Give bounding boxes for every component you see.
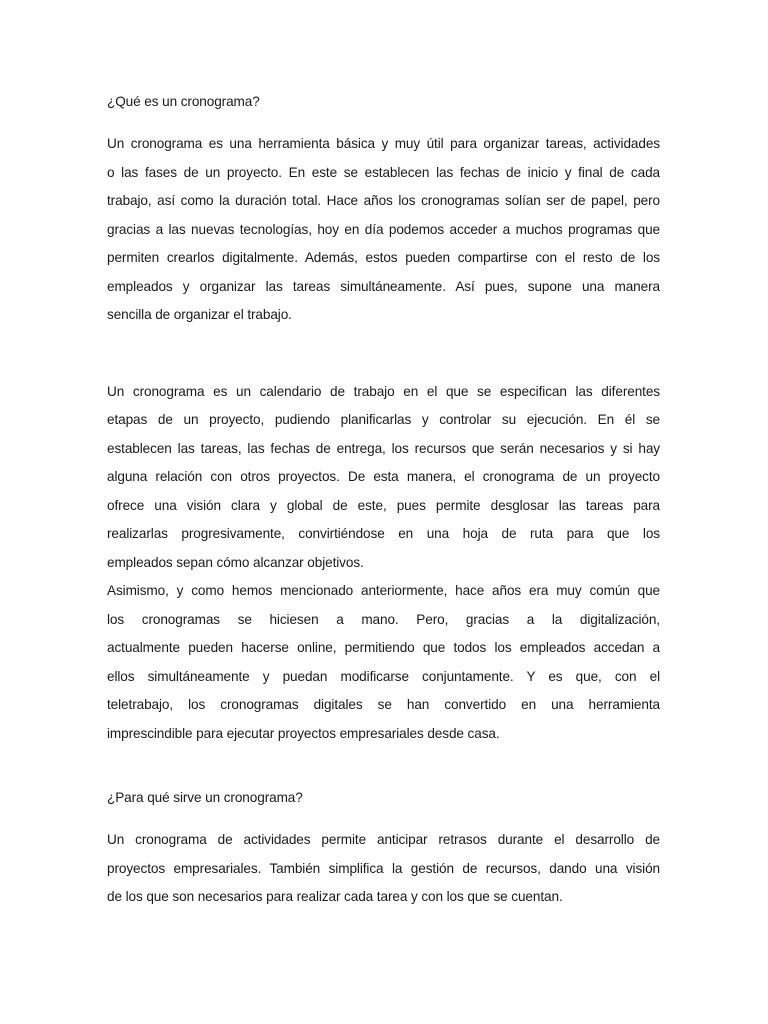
- text-line: etapas de un proyecto, pudiendo planificarlas y controlar su ejecución. En él se: [107, 412, 660, 427]
- text-line: trabajo, así como la duración total. Hace años los cronogramas solían ser de papel, pero: [107, 193, 660, 208]
- text-line: teletrabajo, los cronogramas digitales se han convertido en una herramienta: [107, 697, 660, 712]
- paragraph-calendar: [107, 378, 660, 578]
- heading-what-for: ¿Para qué sirve un cronograma?: [107, 790, 303, 805]
- document-page: [107, 92, 660, 912]
- paragraph-definition: [107, 130, 660, 330]
- text-line: permiten crearlos digitalmente. Además, estos pueden compartirse con el resto de los: [107, 250, 660, 265]
- text-line: proyectos empresariales. También simplifica la gestión de recursos, dando una visión: [107, 860, 660, 876]
- text-line: ofrece una visión clara y global de este, pues permite desglosar las tareas para: [107, 497, 660, 513]
- text-line: ellos simultáneamente y puedan modificarse conjuntamente. Y es que, con el: [107, 668, 660, 684]
- text-line: Un cronograma de actividades permite anticipar retrasos durante el desarrollo de: [107, 832, 660, 847]
- text-line: los cronogramas se hiciesen a mano. Pero, gracias a la digitalización,: [107, 611, 660, 627]
- heading-what-is-schedule: ¿Qué es un cronograma?: [107, 94, 260, 109]
- paragraph-digital: [107, 577, 660, 748]
- text-line: de los que son necesarios para realizar cada tarea y con los que se cuentan.: [107, 889, 563, 904]
- text-line: sencilla de organizar el trabajo.: [107, 307, 292, 322]
- text-line: gracias a las nuevas tecnologías, hoy en día podemos acceder a muchos programas que: [107, 221, 660, 237]
- text-line: Un cronograma es un calendario de trabajo en el que se especifican las diferentes: [107, 383, 660, 399]
- text-line: Un cronograma es una herramienta básica y muy útil para organizar tareas, actividades: [107, 136, 660, 151]
- text-line: actualmente pueden hacerse online, permitiendo que todos los empleados accedan a: [107, 640, 660, 655]
- text-line: establecen las tareas, las fechas de entrega, los recursos que serán necesarios y si hay: [107, 440, 660, 456]
- text-line: realizarlas progresivamente, convirtiéndose en una hoja de ruta para que los: [107, 526, 660, 541]
- text-line: Asimismo, y como hemos mencionado anteriormente, hace años era muy común que: [107, 583, 660, 598]
- text-line: alguna relación con otros proyectos. De esta manera, el cronograma de un proyecto: [107, 469, 660, 484]
- text-line: empleados sepan cómo alcanzar objetivos.: [107, 554, 364, 570]
- paragraph-purpose: [107, 826, 660, 912]
- text-line: imprescindible para ejecutar proyectos empresariales desde casa.: [107, 725, 500, 741]
- text-line: empleados y organizar las tareas simultáneamente. Así pues, supone una manera: [107, 278, 660, 294]
- text-line: o las fases de un proyecto. En este se establecen las fechas de inicio y final de cada: [107, 164, 660, 180]
